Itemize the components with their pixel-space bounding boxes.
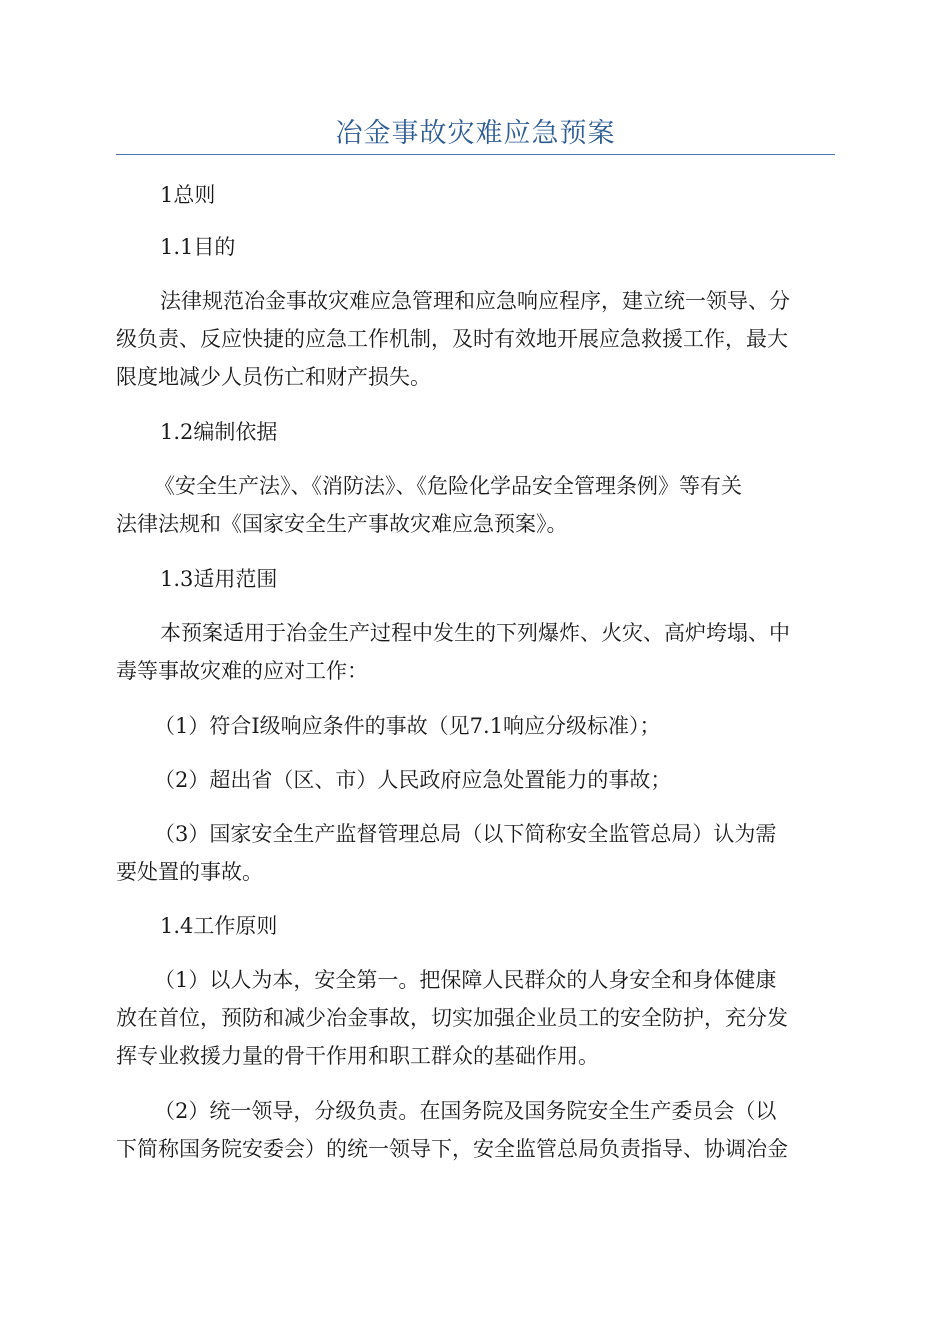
list-item-scope-2: （2）超出省（区、市）人民政府应急处置能力的事故； [154,768,672,792]
title-divider [116,154,835,155]
section-heading-purpose: 1.1目的 [160,235,236,259]
section-heading-principles: 1.4工作原则 [160,914,278,938]
paragraph-principle-1: （1）以人为本，安全第一。把保障人民群众的人身安全和身体健康 放在首位，预防和减少冶金事故，切实加强企业员工的安全防护，充分发 挥专业救援力量的骨干作用和职工群众的基础作用。 [116,968,788,1068]
paragraph-principle-2: （2）统一领导，分级负责。在国务院及国务院安全生产委员会（以 下简称国务院安委会）的统一领导下，安全监管总局负责指导、协调冶金 [116,1099,788,1161]
paragraph-scope: 本预案适用于冶金生产过程中发生的下列爆炸、火灾、高炉垮塌、中 毒等事故灾难的应对工作： [116,621,790,683]
list-item-scope-1: （1）符合Ⅰ级响应条件的事故（见7.1响应分级标准）； [154,714,661,738]
section-heading-general: 1总则 [160,183,216,207]
list-item-scope-3: （3）国家安全生产监督管理总局（以下简称安全监管总局）认为需 要处置的事故。 [116,822,777,884]
paragraph-purpose: 法律规范冶金事故灾难应急管理和应急响应程序，建立统一领导、分 级负责、反应快捷的应急工作机制，及时有效地开展应急救援工作，最大 限度地减少人员伤亡和财产损失。 [116,289,790,389]
section-heading-basis: 1.2编制依据 [160,420,278,444]
paragraph-basis: 《安全生产法》、《消防法》、《危险化学品安全管理条例》等有关 法律法规和《国家安全生产事故灾难应急预案》。 [116,474,742,536]
document-title: 冶金事故灾难应急预案 [335,118,616,149]
section-heading-scope: 1.3适用范围 [160,567,278,591]
